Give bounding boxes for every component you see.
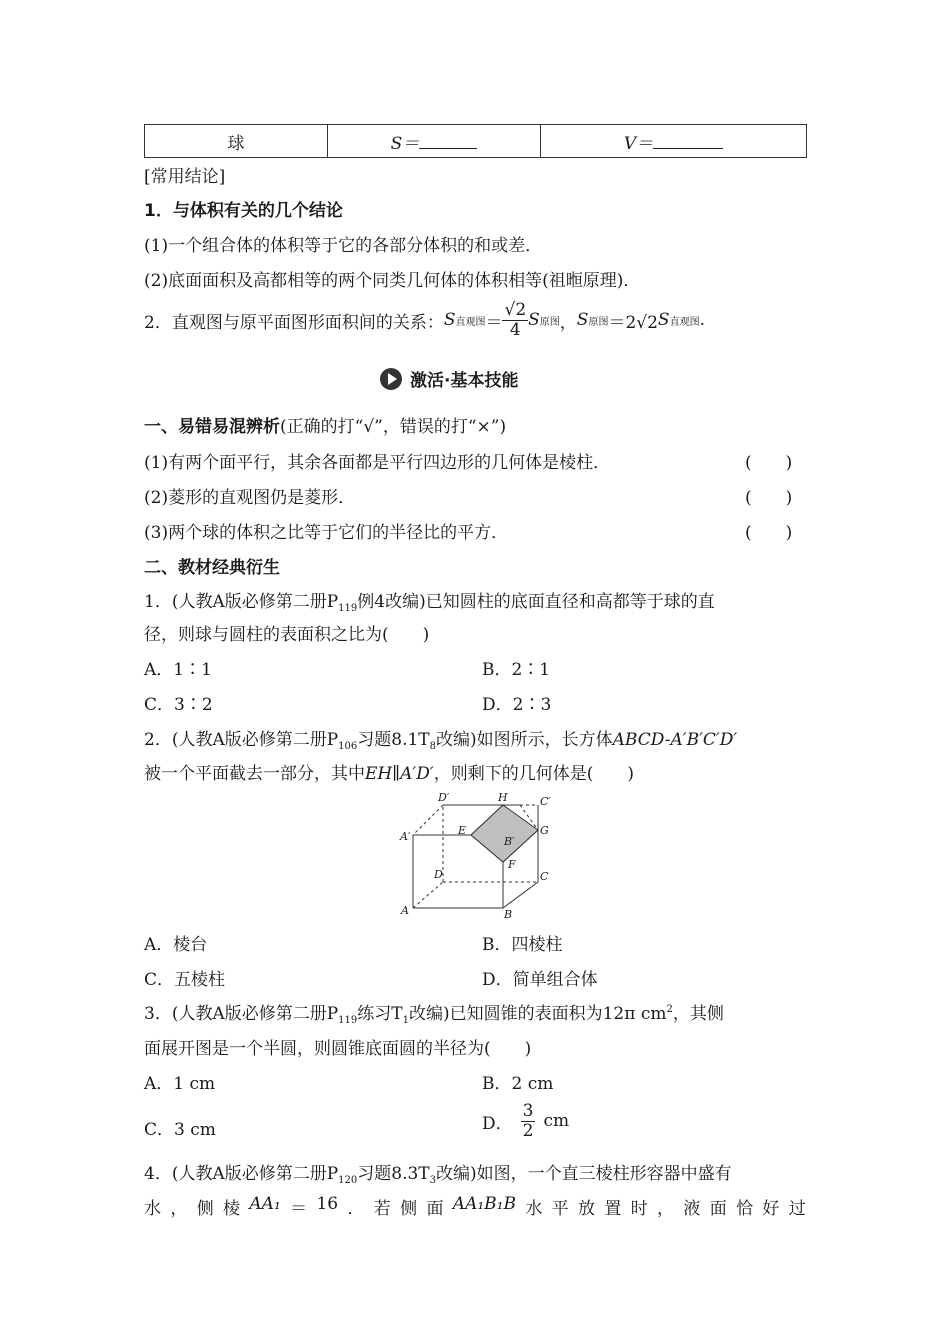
question-2-line-1: 2．(人教A版必修第二册$P_{106}$习题$8.1T_8$改编)如图所示，长方体ABCD-A′B′C′D′	[144, 730, 738, 752]
vertex-label: A′	[400, 830, 411, 843]
option-a: A．1∶1	[144, 660, 212, 680]
part-2-heading: 二、教材经典衍生	[144, 558, 280, 578]
option-c: C．3∶2	[144, 695, 213, 715]
question-2-line-2: 被一个平面截去一部分，其中EH∥A′D′，则剩下的几何体是( )	[144, 764, 634, 784]
cuboid-figure	[398, 790, 558, 920]
vertex-label: F	[508, 858, 516, 871]
option-b: B．2∶1	[482, 660, 551, 680]
vertex-label: B	[504, 908, 513, 920]
hidden-edge	[413, 805, 443, 835]
conclusion-2: 2．直观图与原平面图形面积间的关系： S 直观图 ＝ $\frac{√2}{4}$ S 原图 ， S 原图 ＝2√2 S 直观图 .	[144, 300, 705, 340]
option-d: D．2∶3	[482, 695, 552, 715]
vertex-label: G	[540, 824, 549, 837]
vertex-label: C	[540, 870, 549, 883]
table-row	[145, 125, 807, 158]
sphere-formula-table	[144, 124, 807, 158]
play-icon	[380, 368, 402, 390]
question-3-line-1: 3．(人教A版必修第二册$P_{119}$练习$T_1$改编)已知圆锥的表面积为12π $cm^2$，其侧	[144, 1004, 724, 1026]
question-1-line-2: 径，则球与圆柱的表面积之比为( )	[144, 625, 430, 645]
answer-parentheses: ( )	[745, 488, 793, 508]
solid-name-cell: 球	[145, 125, 328, 158]
vertex-label: H	[498, 791, 508, 804]
section-banner: 激活·基本技能	[380, 366, 518, 391]
option-b: B．2 cm	[482, 1074, 554, 1094]
question-3-line-2: 面展开图是一个半圆，则圆锥底面圆的半径为( )	[144, 1039, 532, 1059]
surface-area-cell: S＝	[328, 125, 541, 158]
hidden-edge	[413, 882, 443, 908]
judge-item-3: (3)两个球的体积之比等于它们的半径比的平方．	[144, 523, 509, 543]
answer-blank	[419, 134, 477, 149]
three-halves-fraction: $\frac{3}{2}$	[522, 1101, 534, 1141]
part-1-heading: 一、易错易混辨析(正确的打“√”，错误的打“×”)	[144, 417, 507, 437]
question-4-line-1: 4．(人教A版必修第二册$P_{120}$习题$8.3T_3$改编)如图，一个直三棱柱形容器中盛有	[144, 1164, 732, 1186]
option-a: A．棱台	[144, 935, 208, 955]
option-d: D．简单组合体	[482, 970, 598, 990]
common-conclusions-heading: [常用结论]	[144, 167, 226, 187]
question-4-line-2: 水 ， 侧 棱 AA₁ ＝ 16 ． 若 侧 面 AA₁B₁B 水 平 放 置 时 ， 液 面 恰 好 过	[144, 1194, 806, 1219]
judge-item-1: (1)有两个面平行，其余各面都是平行四边形的几何体是棱柱．	[144, 453, 611, 473]
vertex-label: E	[458, 824, 467, 837]
judge-item-2: (2)菱形的直观图仍是菱形．	[144, 488, 356, 508]
vertex-label: D	[434, 868, 443, 881]
option-d: D． $\frac{3}{2}$ cm	[482, 1101, 570, 1141]
edge	[503, 882, 538, 908]
answer-blank	[653, 134, 723, 149]
conclusion-1-title: 1．与体积有关的几个结论	[144, 201, 343, 221]
vertex-label: A	[401, 904, 409, 917]
vertex-label: D′	[438, 791, 450, 804]
sqrt2-over-4-fraction: $\frac{√2}{4}$	[504, 300, 527, 340]
conclusion-1a: (1)一个组合体的体积等于它的各部分体积的和或差．	[144, 236, 543, 256]
option-a: A．1 cm	[144, 1074, 216, 1094]
answer-parentheses: ( )	[745, 453, 793, 473]
option-b: B．四棱柱	[482, 935, 563, 955]
option-c: C．3 cm	[144, 1120, 216, 1140]
option-c: C．五棱柱	[144, 970, 226, 990]
vertex-label: C′	[540, 795, 551, 808]
cut-plane-ehgf	[471, 805, 538, 862]
answer-parentheses: ( )	[745, 523, 793, 543]
volume-cell: V＝	[541, 125, 807, 158]
vertex-label: B′	[504, 835, 515, 848]
question-1-line-1: 1．(人教A版必修第二册$P_{119}$例4改编)已知圆柱的底面直径和高都等于球的直	[144, 592, 715, 614]
conclusion-1b: (2)底面面积及高都相等的两个同类几何体的体积相等(祖暅原理)．	[144, 271, 641, 291]
